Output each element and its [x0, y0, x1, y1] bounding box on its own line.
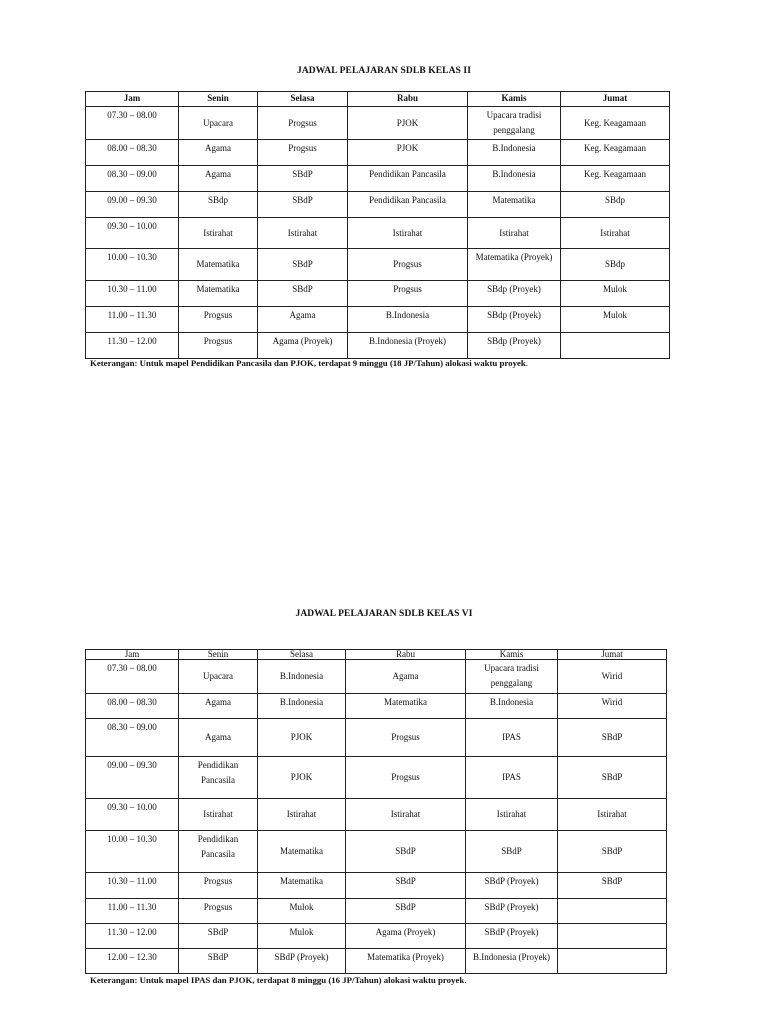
- subject-cell: Upacara tradisi penggalang: [466, 660, 558, 694]
- subject-cell: Agama: [258, 307, 348, 333]
- column-header: Rabu: [346, 650, 466, 660]
- subject-cell: Keg. Keagamaan: [561, 107, 670, 140]
- subject-cell: Progsus: [179, 873, 258, 899]
- table-header-row: [86, 92, 670, 107]
- time-cell: 09.30 – 10.00: [86, 799, 179, 831]
- table-row: [86, 694, 667, 719]
- table-row: [86, 831, 667, 873]
- table-row: [86, 924, 667, 949]
- subject-cell: Istirahat: [258, 799, 346, 831]
- column-header: Rabu: [348, 92, 468, 107]
- subject-cell: Agama: [179, 166, 258, 192]
- subject-cell: Progsus: [346, 719, 466, 757]
- time-cell: 10.00 – 10.30: [86, 249, 179, 281]
- subject-cell: IPAS: [466, 719, 558, 757]
- subject-cell: SBdP: [258, 281, 348, 307]
- subject-cell: Matematika: [179, 281, 258, 307]
- column-header: Jam: [86, 650, 179, 660]
- time-cell: 12.00 – 12.30: [86, 949, 179, 974]
- column-header: Kamis: [468, 92, 561, 107]
- subject-cell: Istirahat: [558, 799, 667, 831]
- subject-cell: SBdP: [558, 719, 667, 757]
- subject-cell: B.Indonesia: [468, 166, 561, 192]
- subject-cell: Pendidikan Pancasila: [179, 831, 258, 873]
- subject-cell: Pendidikan Pancasila: [348, 192, 468, 218]
- note-text: Keterangan: Untuk mapel IPAS dan PJOK, terdapat 8 minggu (16 JP/Tahun) alokasi waktu proyek: [90, 975, 465, 985]
- table-header-row: [86, 650, 667, 660]
- column-header: Senin: [179, 92, 258, 107]
- subject-cell: SBdp (Proyek): [468, 281, 561, 307]
- time-cell: 11.30 – 12.00: [86, 333, 179, 359]
- table-row: [86, 140, 670, 166]
- time-cell: 09.30 – 10.00: [86, 218, 179, 249]
- subject-cell: Matematika (Proyek): [468, 249, 561, 281]
- table-row: [86, 218, 670, 249]
- subject-cell: SBdp: [561, 249, 670, 281]
- subject-cell: B.Indonesia (Proyek): [466, 949, 558, 974]
- subject-cell: SBdP (Proyek): [466, 924, 558, 949]
- subject-cell: SBdP (Proyek): [466, 899, 558, 924]
- subject-cell: Matematika: [258, 873, 346, 899]
- subject-cell: Progsus: [348, 249, 468, 281]
- subject-cell: SBdP: [466, 831, 558, 873]
- subject-cell: B.Indonesia: [258, 694, 346, 719]
- subject-cell: Mulok: [561, 307, 670, 333]
- subject-cell: SBdP: [558, 831, 667, 873]
- subject-cell: Wirid: [558, 660, 667, 694]
- subject-cell: Pendidikan Pancasila: [179, 757, 258, 799]
- subject-cell: Istirahat: [258, 218, 348, 249]
- time-cell: 11.30 – 12.00: [86, 924, 179, 949]
- subject-cell: Matematika: [258, 831, 346, 873]
- subject-cell: Progsus: [258, 107, 348, 140]
- subject-cell: Istirahat: [348, 218, 468, 249]
- subject-cell: Agama: [346, 660, 466, 694]
- column-header: Jumat: [558, 650, 667, 660]
- subject-cell: SBdP: [346, 899, 466, 924]
- table-row: [86, 107, 670, 140]
- subject-cell: Upacara tradisi penggalang: [468, 107, 561, 140]
- subject-cell: B.Indonesia: [258, 660, 346, 694]
- column-header: Selasa: [258, 92, 348, 107]
- subject-cell: Matematika: [468, 192, 561, 218]
- subject-cell: SBdP: [258, 249, 348, 281]
- time-cell: 10.30 – 11.00: [86, 873, 179, 899]
- subject-cell: Agama: [179, 719, 258, 757]
- subject-cell: Upacara: [179, 660, 258, 694]
- subject-cell: SBdP: [258, 192, 348, 218]
- subject-cell: Istirahat: [468, 218, 561, 249]
- subject-cell: Istirahat: [179, 218, 258, 249]
- subject-cell: SBdP: [346, 873, 466, 899]
- subject-cell: [558, 949, 667, 974]
- table-row: [86, 757, 667, 799]
- subject-cell: B.Indonesia: [466, 694, 558, 719]
- subject-cell: PJOK: [258, 719, 346, 757]
- time-cell: 09.00 – 09.30: [86, 757, 179, 799]
- schedule-table-kelas-ii: [85, 91, 670, 359]
- time-cell: 08.30 – 09.00: [86, 166, 179, 192]
- subject-cell: [558, 924, 667, 949]
- subject-cell: Progsus: [346, 757, 466, 799]
- subject-cell: Matematika: [179, 249, 258, 281]
- subject-cell: Wirid: [558, 694, 667, 719]
- subject-cell: B.Indonesia: [348, 307, 468, 333]
- subject-cell: [558, 899, 667, 924]
- subject-cell: SBdP: [258, 166, 348, 192]
- column-header: Jam: [86, 92, 179, 107]
- time-cell: 11.00 – 11.30: [86, 307, 179, 333]
- subject-cell: SBdP: [558, 757, 667, 799]
- column-header: Senin: [179, 650, 258, 660]
- subject-cell: Progsus: [179, 307, 258, 333]
- note-period: .: [525, 358, 528, 368]
- subject-cell: PJOK: [348, 140, 468, 166]
- time-cell: 09.00 – 09.30: [86, 192, 179, 218]
- time-cell: 10.30 – 11.00: [86, 281, 179, 307]
- schedule-title-kelas-ii: JADWAL PELAJARAN SDLB KELAS II: [296, 66, 472, 76]
- time-cell: 08.30 – 09.00: [86, 719, 179, 757]
- schedule-title-kelas-vi: JADWAL PELAJARAN SDLB KELAS VI: [295, 609, 473, 619]
- subject-cell: Progsus: [179, 333, 258, 359]
- column-header: Jumat: [561, 92, 670, 107]
- table-row: [86, 660, 667, 694]
- subject-cell: Mulok: [561, 281, 670, 307]
- table-row: [86, 873, 667, 899]
- table-row: [86, 192, 670, 218]
- subject-cell: Istirahat: [466, 799, 558, 831]
- subject-cell: SBdP (Proyek): [466, 873, 558, 899]
- subject-cell: Istirahat: [561, 218, 670, 249]
- table-row: [86, 166, 670, 192]
- time-cell: 08.00 – 08.30: [86, 140, 179, 166]
- subject-cell: Matematika (Proyek): [346, 949, 466, 974]
- subject-cell: Keg. Keagamaan: [561, 140, 670, 166]
- subject-cell: Mulok: [258, 899, 346, 924]
- table-row: [86, 719, 667, 757]
- table-row: [86, 281, 670, 307]
- time-cell: 11.00 – 11.30: [86, 899, 179, 924]
- subject-cell: Upacara: [179, 107, 258, 140]
- time-cell: 10.00 – 10.30: [86, 831, 179, 873]
- time-cell: 07.30 – 08.00: [86, 660, 179, 694]
- subject-cell: Matematika: [346, 694, 466, 719]
- table-row: [86, 799, 667, 831]
- subject-cell: SBdP: [558, 873, 667, 899]
- subject-cell: Agama: [179, 140, 258, 166]
- schedule-note-kelas-ii: [90, 358, 528, 368]
- subject-cell: B.Indonesia: [468, 140, 561, 166]
- table-row: [86, 307, 670, 333]
- note-period: .: [464, 975, 467, 985]
- table-row: [86, 249, 670, 281]
- subject-cell: Agama: [179, 694, 258, 719]
- time-cell: 08.00 – 08.30: [86, 694, 179, 719]
- subject-cell: Mulok: [258, 924, 346, 949]
- subject-cell: SBdp: [561, 192, 670, 218]
- subject-cell: SBdP: [179, 949, 258, 974]
- table-row: [86, 899, 667, 924]
- column-header: Selasa: [258, 650, 346, 660]
- subject-cell: Keg. Keagamaan: [561, 166, 670, 192]
- subject-cell: B.Indonesia (Proyek): [348, 333, 468, 359]
- subject-cell: SBdp (Proyek): [468, 333, 561, 359]
- table-row: [86, 949, 667, 974]
- subject-cell: SBdP: [346, 831, 466, 873]
- column-header: Kamis: [466, 650, 558, 660]
- subject-cell: SBdP (Proyek): [258, 949, 346, 974]
- subject-cell: SBdP: [179, 924, 258, 949]
- subject-cell: Progsus: [258, 140, 348, 166]
- subject-cell: SBdp (Proyek): [468, 307, 561, 333]
- schedule-note-kelas-vi: [90, 975, 466, 985]
- subject-cell: Progsus: [348, 281, 468, 307]
- subject-cell: IPAS: [466, 757, 558, 799]
- time-cell: 07.30 – 08.00: [86, 107, 179, 140]
- subject-cell: PJOK: [258, 757, 346, 799]
- subject-cell: Istirahat: [179, 799, 258, 831]
- subject-cell: Progsus: [179, 899, 258, 924]
- subject-cell: Agama (Proyek): [346, 924, 466, 949]
- subject-cell: [561, 333, 670, 359]
- subject-cell: Pendidikan Pancasila: [348, 166, 468, 192]
- table-row: [86, 333, 670, 359]
- schedule-table-kelas-vi: [85, 649, 667, 974]
- subject-cell: SBdp: [179, 192, 258, 218]
- subject-cell: Agama (Proyek): [258, 333, 348, 359]
- subject-cell: PJOK: [348, 107, 468, 140]
- note-text: Keterangan: Untuk mapel Pendidikan Pancasila dan PJOK, terdapat 9 minggu (18 JP/Tahun) alokasi waktu proyek: [90, 358, 526, 368]
- subject-cell: Istirahat: [346, 799, 466, 831]
